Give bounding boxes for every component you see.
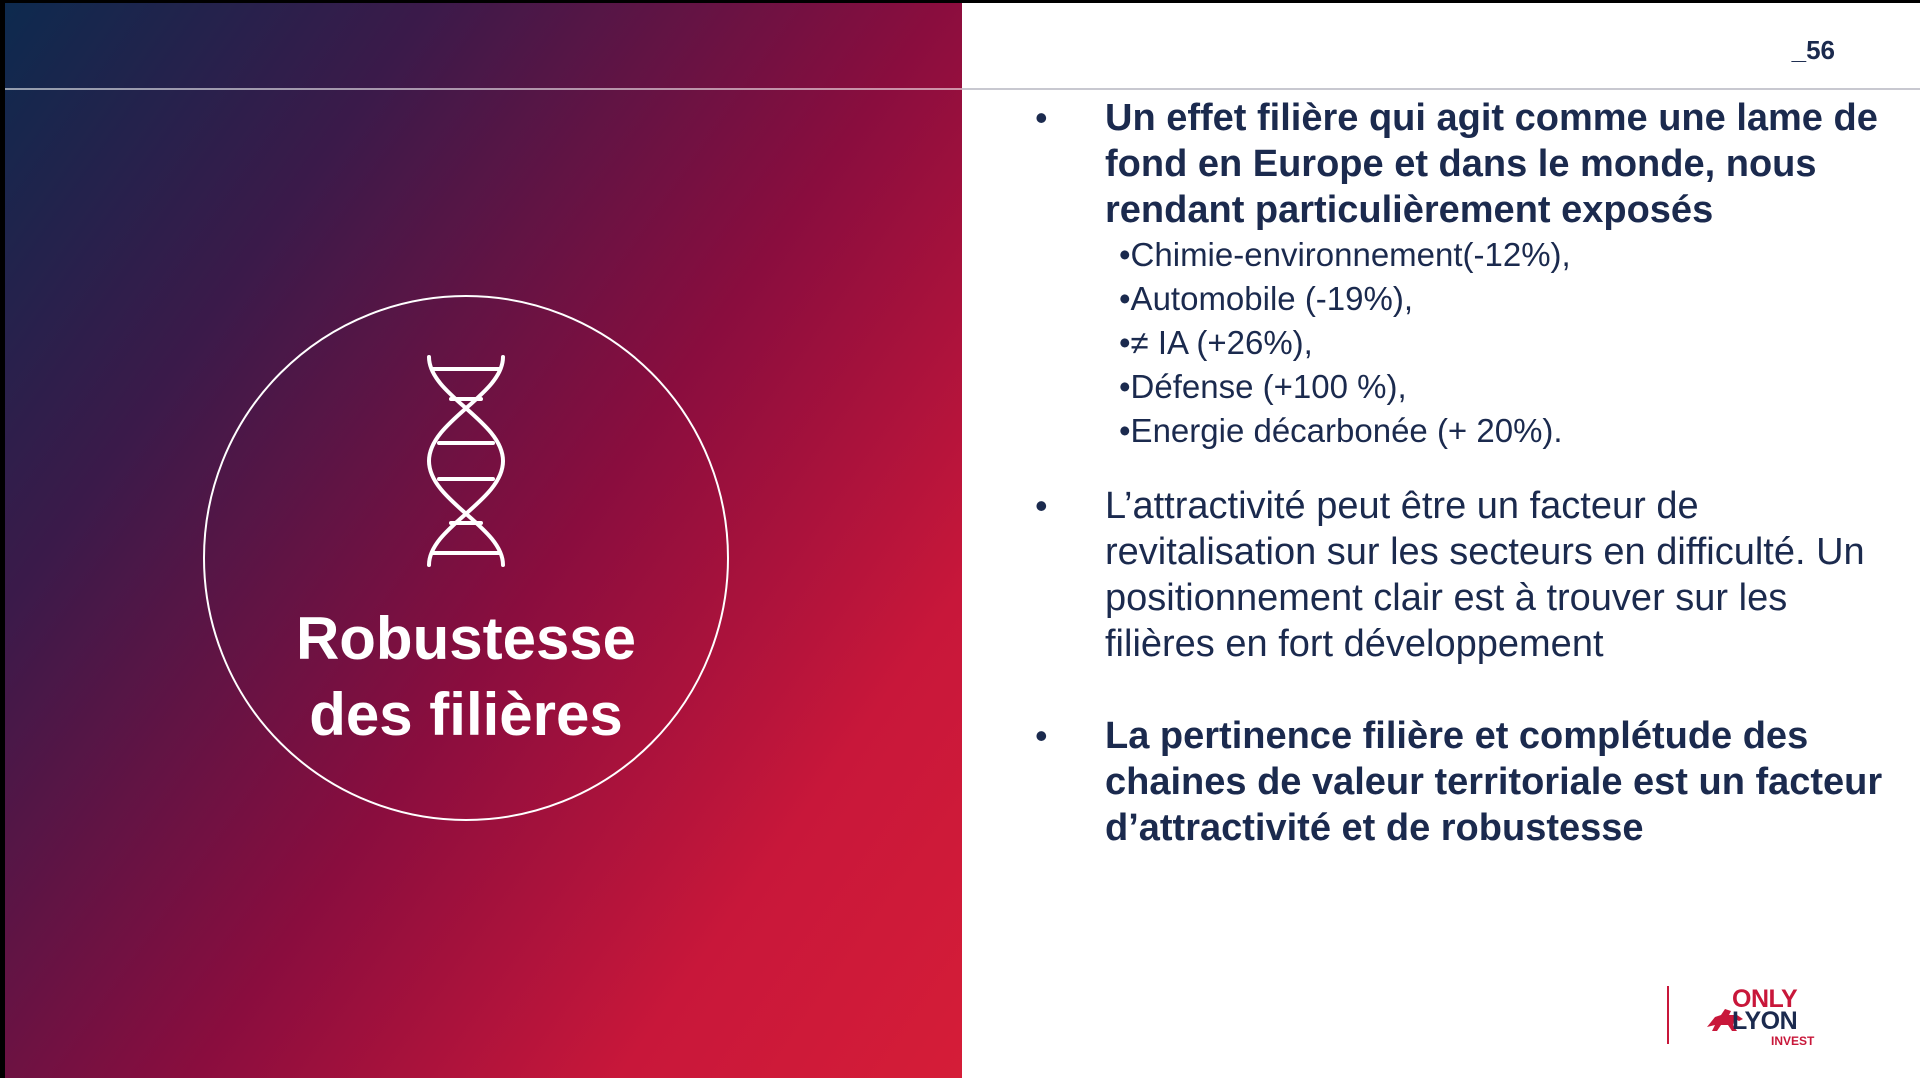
bullet-content — [1020, 95, 1900, 851]
page-number: _56 — [1791, 35, 1835, 65]
bullet-text-1: Un effet filière qui agit comme une lame de fond en Europe et dans le monde, nous rendant particulièrement exposés — [1105, 97, 1878, 231]
bullet-dot: • — [1035, 485, 1048, 526]
logo-text-lyon: LYON — [1732, 1007, 1798, 1035]
sector-sub-list — [1105, 233, 1900, 453]
left-gradient-panel — [5, 3, 962, 1078]
bullet-text-3: La pertinence filière et complétude des chaines de valeur territoriale est un facteur d’attractivité et de robustesse — [1105, 715, 1883, 849]
section-title-line1: Robustesse — [295, 605, 637, 672]
section-title — [205, 601, 727, 753]
logo-text-only: ONLY — [1732, 985, 1798, 1013]
dna-icon — [425, 355, 507, 567]
section-title-line2: des filières — [309, 681, 623, 748]
sub-item: •Chimie-environnement(-12%), — [1119, 236, 1571, 273]
bullet-text-2: L’attractivité peut être un facteur de revitalisation sur les secteurs en difficulté. Un positionnement clair est à trouver sur les filières en fort développement — [1105, 485, 1865, 665]
logo-separator — [1667, 986, 1669, 1044]
bullet-item-2 — [1020, 483, 1900, 667]
sub-item: •Automobile (-19%), — [1119, 280, 1414, 317]
sub-item: •≠ IA (+26%), — [1119, 324, 1313, 361]
onlylyon-invest-logo — [1705, 985, 1835, 1049]
bullet-item-3 — [1020, 713, 1900, 851]
slide — [5, 3, 1920, 1078]
bullet-dot: • — [1035, 97, 1048, 138]
sub-item: •Défense (+100 %), — [1119, 368, 1407, 405]
bullet-item-1 — [1020, 95, 1900, 453]
sub-item: •Energie décarbonée (+ 20%). — [1119, 412, 1563, 449]
logo-text-invest: INVEST — [1771, 1034, 1815, 1048]
bullet-dot: • — [1035, 715, 1048, 756]
header-divider-right — [962, 88, 1920, 90]
